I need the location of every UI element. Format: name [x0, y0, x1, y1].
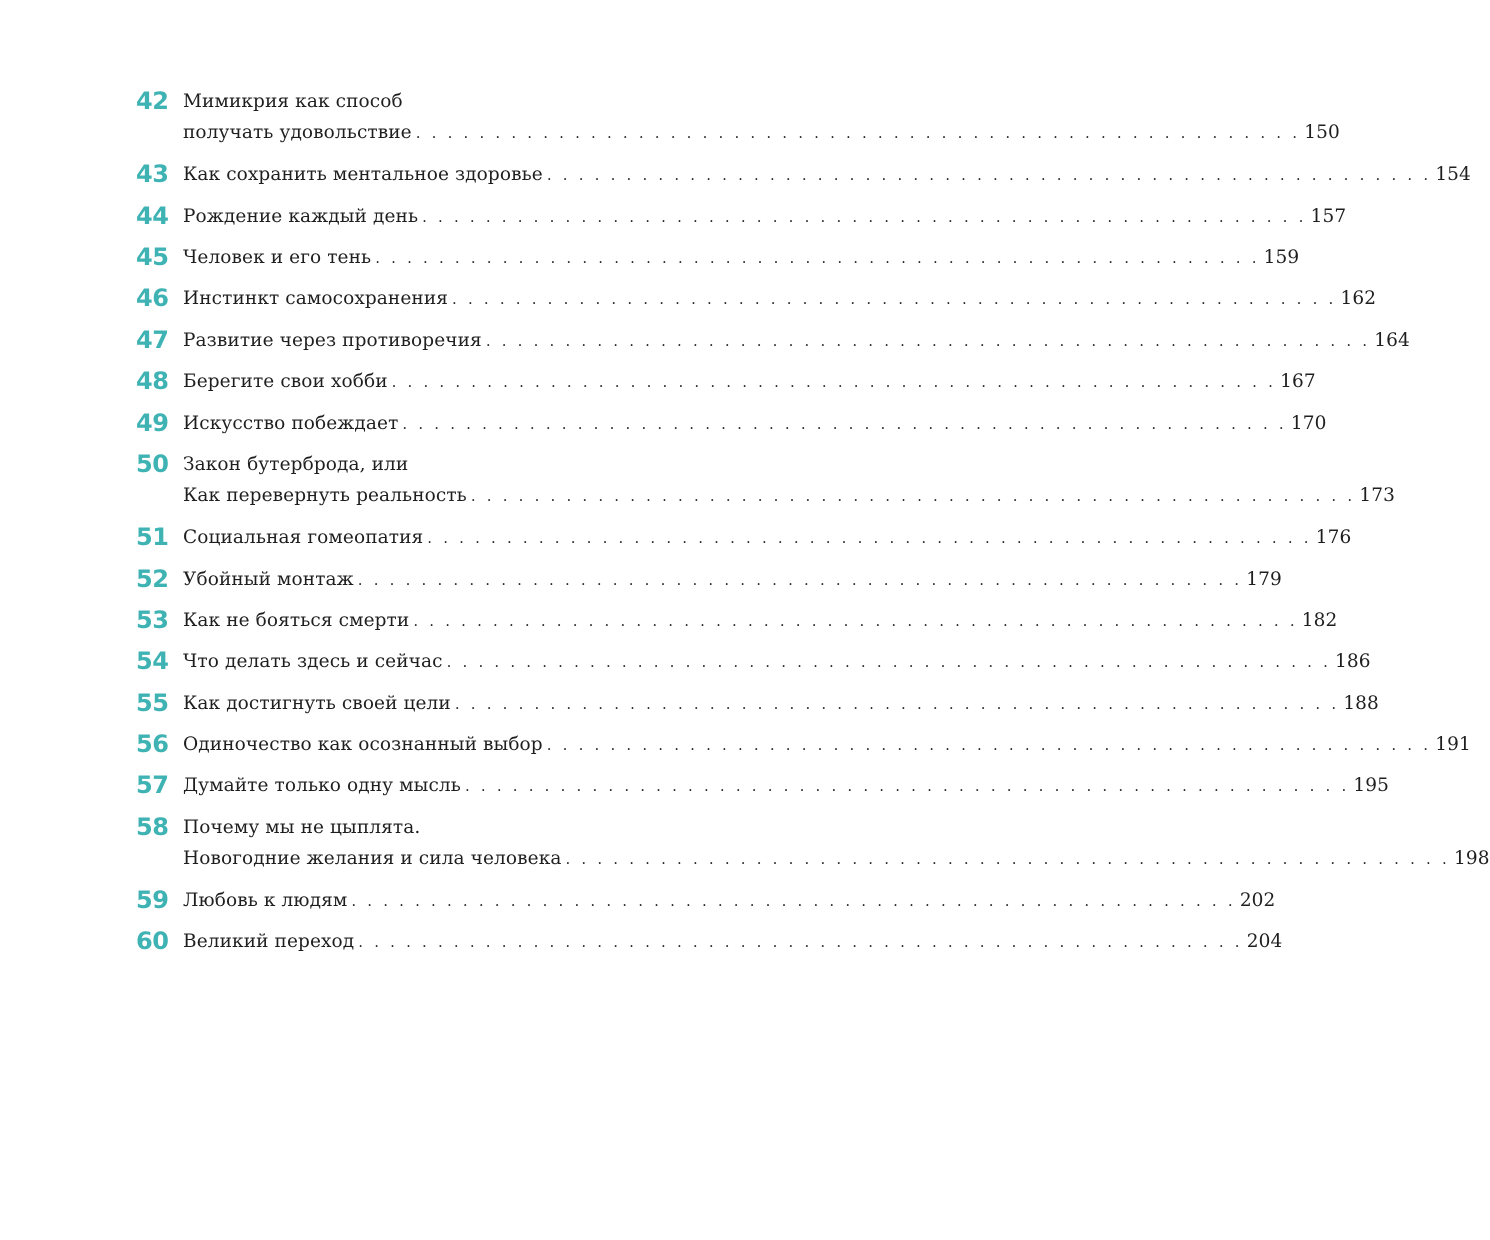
chapter-title: получать удовольствие — [183, 122, 412, 143]
toc-entry-body — [183, 325, 1410, 357]
dot-leader: . . . . . . . . . . . . . . . . . . . . . . . . . . . . . . . . . . . . . . . . . . . . . . . . . . . . . . . . — [358, 933, 1243, 952]
dot-leader: . . . . . . . . . . . . . . . . . . . . . . . . . . . . . . . . . . . . . . . . . . . . . . . . . . . . . . . . — [454, 694, 1340, 713]
toc-entry-body — [183, 408, 1327, 440]
toc-entry-45[interactable] — [136, 242, 1300, 274]
toc-entry-53[interactable] — [136, 605, 1338, 637]
page-number: 182 — [1301, 609, 1338, 631]
toc-entry-48[interactable] — [136, 366, 1316, 398]
dot-leader: . . . . . . . . . . . . . . . . . . . . . . . . . . . . . . . . . . . . . . . . . . . . . . . . . . . . . . . . — [351, 892, 1236, 911]
toc-entry-60[interactable] — [136, 926, 1283, 958]
chapter-number: 54 — [136, 647, 169, 676]
chapter-title: Как сохранить ментальное здоровье — [183, 164, 543, 186]
toc-entry-59[interactable] — [136, 885, 1276, 917]
chapter-title-line1: Почему мы не цыплята. — [183, 816, 421, 838]
chapter-number: 58 — [136, 812, 169, 841]
toc-entry-52[interactable] — [136, 564, 1282, 596]
toc-entry-43[interactable] — [136, 159, 1471, 191]
chapter-title: Любовь к людям — [183, 890, 348, 912]
dot-leader: . . . . . . . . . . . . . . . . . . . . . . . . . . . . . . . . . . . . . . . . . . . . . . . . . . . . . . . . — [485, 331, 1371, 350]
toc-entry-body — [183, 605, 1337, 637]
toc-entry-42[interactable] — [136, 86, 1340, 149]
toc-entry-body — [183, 449, 1395, 512]
toc-entry-last-line — [183, 926, 1282, 958]
chapter-number: 42 — [136, 87, 169, 115]
toc-entry-51[interactable] — [136, 522, 1352, 554]
chapter-number: 56 — [136, 730, 169, 759]
page-number: 173 — [1359, 484, 1395, 506]
page-number: 167 — [1280, 371, 1316, 393]
chapter-number: 59 — [136, 886, 169, 915]
chapter-title: Великий переход — [183, 931, 355, 953]
chapter-title-line1: Закон бутерброда, или — [183, 453, 409, 475]
chapter-number: 43 — [136, 160, 169, 189]
chapter-number: 52 — [136, 564, 169, 593]
toc-entry-44[interactable] — [136, 201, 1347, 233]
dot-leader: . . . . . . . . . . . . . . . . . . . . . . . . . . . . . . . . . . . . . . . . . . . . . . . . . . . . . . . . — [546, 166, 1432, 185]
toc-entry-last-line — [183, 242, 1299, 274]
toc-entry-body — [183, 812, 1490, 875]
page-number: 191 — [1435, 734, 1471, 756]
dot-leader: . . . . . . . . . . . . . . . . . . . . . . . . . . . . . . . . . . . . . . . . . . . . . . . . . . . . . . . . — [464, 777, 1350, 796]
toc-entry-55[interactable] — [136, 688, 1379, 720]
toc-entry-body — [183, 564, 1282, 596]
chapter-number: 57 — [136, 771, 169, 800]
page-number: 198 — [1453, 847, 1490, 869]
chapter-title: Человек и его тень — [183, 246, 372, 268]
page-number: 157 — [1310, 205, 1347, 227]
chapter-title: Новогодние желания и сила человека — [183, 847, 562, 869]
page-number: 186 — [1335, 651, 1371, 673]
toc-entry-body — [183, 366, 1316, 398]
toc-entry-49[interactable] — [136, 408, 1327, 440]
toc-entry-last-line — [183, 201, 1346, 233]
toc-entry-last-line — [183, 885, 1275, 917]
toc-entry-last-line — [183, 770, 1389, 802]
toc-entry-body — [183, 86, 1340, 149]
chapter-title: Развитие через противоречия — [183, 329, 482, 351]
toc-entry-last-line — [183, 646, 1371, 678]
chapter-number: 50 — [136, 449, 169, 478]
page-number: 170 — [1290, 412, 1327, 434]
page-number: 176 — [1315, 527, 1352, 549]
toc-entry-58[interactable] — [136, 812, 1490, 875]
toc-entry-body — [183, 729, 1471, 761]
page-number: 154 — [1435, 164, 1471, 186]
toc-entry-last-line — [183, 283, 1376, 315]
toc-entry-body — [183, 522, 1351, 554]
toc-entry-last-line — [183, 729, 1471, 761]
chapter-number: 48 — [136, 367, 169, 396]
dot-leader: . . . . . . . . . . . . . . . . . . . . . . . . . . . . . . . . . . . . . . . . . . . . . . . . . . . . . . . . — [470, 486, 1356, 505]
chapter-number: 46 — [136, 284, 169, 313]
dot-leader: . . . . . . . . . . . . . . . . . . . . . . . . . . . . . . . . . . . . . . . . . . . . . . . . . . . . . . . . — [427, 529, 1312, 548]
toc-entry-last-line — [183, 325, 1410, 357]
dot-leader: . . . . . . . . . . . . . . . . . . . . . . . . . . . . . . . . . . . . . . . . . . . . . . . . . . . . . . . . — [565, 849, 1450, 868]
page-number: 162 — [1340, 288, 1377, 310]
page-number: 195 — [1353, 775, 1390, 797]
chapter-title: Одиночество как осознанный выбор — [183, 734, 543, 756]
toc-entry-57[interactable] — [136, 770, 1390, 802]
toc-entry-body — [183, 688, 1379, 720]
toc-entry-last-line — [183, 159, 1471, 191]
chapter-title: Думайте только одну мысль — [183, 775, 461, 797]
chapter-title: Как перевернуть реальность — [183, 484, 467, 506]
table-of-contents — [136, 86, 1490, 968]
chapter-title: Берегите свои хобби — [183, 371, 388, 393]
chapter-title: Убойный монтаж — [183, 568, 354, 590]
page-number: 188 — [1343, 692, 1379, 714]
toc-entry-last-line — [183, 564, 1282, 596]
chapter-number: 44 — [136, 201, 169, 230]
dot-leader: . . . . . . . . . . . . . . . . . . . . . . . . . . . . . . . . . . . . . . . . . . . . . . . . . . . . . . . . — [546, 736, 1432, 755]
toc-entry-body — [183, 159, 1471, 191]
chapter-title: Социальная гомеопатия — [183, 527, 424, 549]
chapter-title: Инстинкт самосохранения — [183, 288, 449, 310]
dot-leader: . . . . . . . . . . . . . . . . . . . . . . . . . . . . . . . . . . . . . . . . . . . . . . . . . . . . . . . . — [415, 124, 1301, 142]
toc-entry-body — [183, 242, 1299, 274]
page-number: 202 — [1239, 890, 1276, 912]
toc-entry-47[interactable] — [136, 325, 1410, 357]
toc-entry-last-line — [183, 366, 1316, 398]
toc-entry-last-line — [183, 522, 1351, 554]
toc-entry-last-line — [183, 843, 1490, 875]
toc-entry-last-line — [183, 605, 1337, 637]
toc-entry-last-line — [183, 480, 1395, 512]
chapter-number: 55 — [136, 688, 169, 717]
toc-entry-last-line — [183, 688, 1379, 720]
chapter-title: Как достигнуть своей цели — [183, 692, 451, 714]
chapter-number: 60 — [136, 927, 169, 956]
toc-entry-50[interactable] — [136, 449, 1395, 512]
dot-leader: . . . . . . . . . . . . . . . . . . . . . . . . . . . . . . . . . . . . . . . . . . . . . . . . . . . . . . . . — [422, 207, 1307, 226]
toc-entry-body — [183, 926, 1282, 958]
chapter-title: Что делать здесь и сейчас — [183, 651, 443, 673]
chapter-title: Как не бояться смерти — [183, 609, 410, 631]
page-number: 150 — [1304, 122, 1340, 143]
page-number: 159 — [1263, 246, 1300, 268]
dot-leader: . . . . . . . . . . . . . . . . . . . . . . . . . . . . . . . . . . . . . . . . . . . . . . . . . . . . . . . . — [357, 570, 1243, 589]
chapter-number: 53 — [136, 605, 169, 634]
toc-entry-last-line — [183, 117, 1340, 149]
dot-leader: . . . . . . . . . . . . . . . . . . . . . . . . . . . . . . . . . . . . . . . . . . . . . . . . . . . . . . . . — [446, 653, 1332, 672]
chapter-title: Искусство побеждает — [183, 412, 399, 434]
toc-entry-body — [183, 283, 1376, 315]
chapter-number: 47 — [136, 325, 169, 354]
dot-leader: . . . . . . . . . . . . . . . . . . . . . . . . . . . . . . . . . . . . . . . . . . . . . . . . . . . . . . . . — [413, 611, 1298, 630]
toc-entry-body — [183, 885, 1275, 917]
dot-leader: . . . . . . . . . . . . . . . . . . . . . . . . . . . . . . . . . . . . . . . . . . . . . . . . . . . . . . . . — [452, 290, 1337, 309]
page-number: 179 — [1246, 568, 1282, 590]
toc-entry-54[interactable] — [136, 646, 1371, 678]
dot-leader: . . . . . . . . . . . . . . . . . . . . . . . . . . . . . . . . . . . . . . . . . . . . . . . . . . . . . . . . — [375, 248, 1260, 267]
dot-leader: . . . . . . . . . . . . . . . . . . . . . . . . . . . . . . . . . . . . . . . . . . . . . . . . . . . . . . . . — [391, 373, 1277, 392]
chapter-title: Рождение каждый день — [183, 205, 419, 227]
dot-leader: . . . . . . . . . . . . . . . . . . . . . . . . . . . . . . . . . . . . . . . . . . . . . . . . . . . . . . . . — [402, 414, 1287, 433]
toc-entry-last-line — [183, 408, 1327, 440]
chapter-number: 51 — [136, 523, 169, 552]
chapter-title-line1: Мимикрия как способ — [183, 91, 403, 112]
page-number: 204 — [1246, 931, 1283, 953]
toc-entry-56[interactable] — [136, 729, 1471, 761]
page-number: 164 — [1374, 329, 1410, 351]
chapter-number: 45 — [136, 242, 169, 271]
chapter-number: 49 — [136, 408, 169, 437]
toc-entry-body — [183, 770, 1389, 802]
toc-entry-body — [183, 646, 1371, 678]
toc-entry-body — [183, 201, 1346, 233]
toc-entry-46[interactable] — [136, 283, 1377, 315]
